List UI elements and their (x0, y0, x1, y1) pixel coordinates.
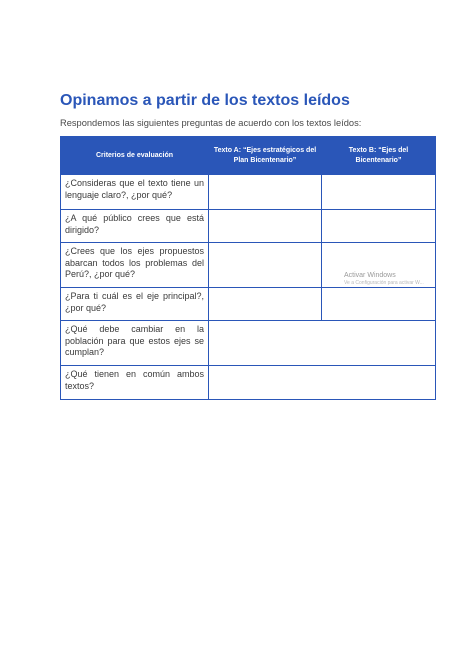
header-text-a: Texto A: “Ejes estratégicos del Plan Bicentenario” (209, 137, 322, 175)
question-cell: ¿Qué debe cambiar en la población para que estos ejes se cumplan? (61, 321, 209, 366)
header-criteria: Criterios de evaluación (61, 137, 209, 175)
answer-cell-a[interactable] (209, 175, 322, 210)
activation-watermark (344, 271, 424, 287)
answer-cell-a[interactable] (209, 210, 322, 243)
table-row (61, 288, 436, 321)
page-title: Opinamos a partir de los textos leídos (60, 92, 350, 109)
question-cell: ¿Crees que los ejes propuestos abarcan todos los problemas del Perú?, ¿por qué? (61, 243, 209, 288)
instructions-text: Respondemos las siguientes preguntas de acuerdo con los textos leídos: (60, 118, 362, 128)
answer-cell-a[interactable] (209, 243, 322, 288)
table-header-row (61, 137, 436, 175)
answer-cell-merged[interactable] (209, 366, 436, 400)
evaluation-table (60, 136, 436, 400)
question-cell: ¿Para ti cuál es el eje principal?, ¿por qué? (61, 288, 209, 321)
watermark-title: Activar Windows (344, 272, 396, 279)
table-row (61, 210, 436, 243)
question-cell: ¿A qué público crees que está dirigido? (61, 210, 209, 243)
answer-cell-b[interactable] (322, 210, 436, 243)
question-cell: ¿Qué tienen en común ambos textos? (61, 366, 209, 400)
question-cell: ¿Consideras que el texto tiene un lenguaje claro?, ¿por qué? (61, 175, 209, 210)
table-row (61, 321, 436, 366)
answer-cell-b[interactable] (322, 288, 436, 321)
watermark-subtitle: Ve a Configuración para activar W... (344, 280, 424, 287)
header-text-b: Texto B: “Ejes del Bicentenario” (322, 137, 436, 175)
answer-cell-b[interactable] (322, 175, 436, 210)
table-row (61, 366, 436, 400)
answer-cell-merged[interactable] (209, 321, 436, 366)
answer-cell-a[interactable] (209, 288, 322, 321)
table-row (61, 175, 436, 210)
